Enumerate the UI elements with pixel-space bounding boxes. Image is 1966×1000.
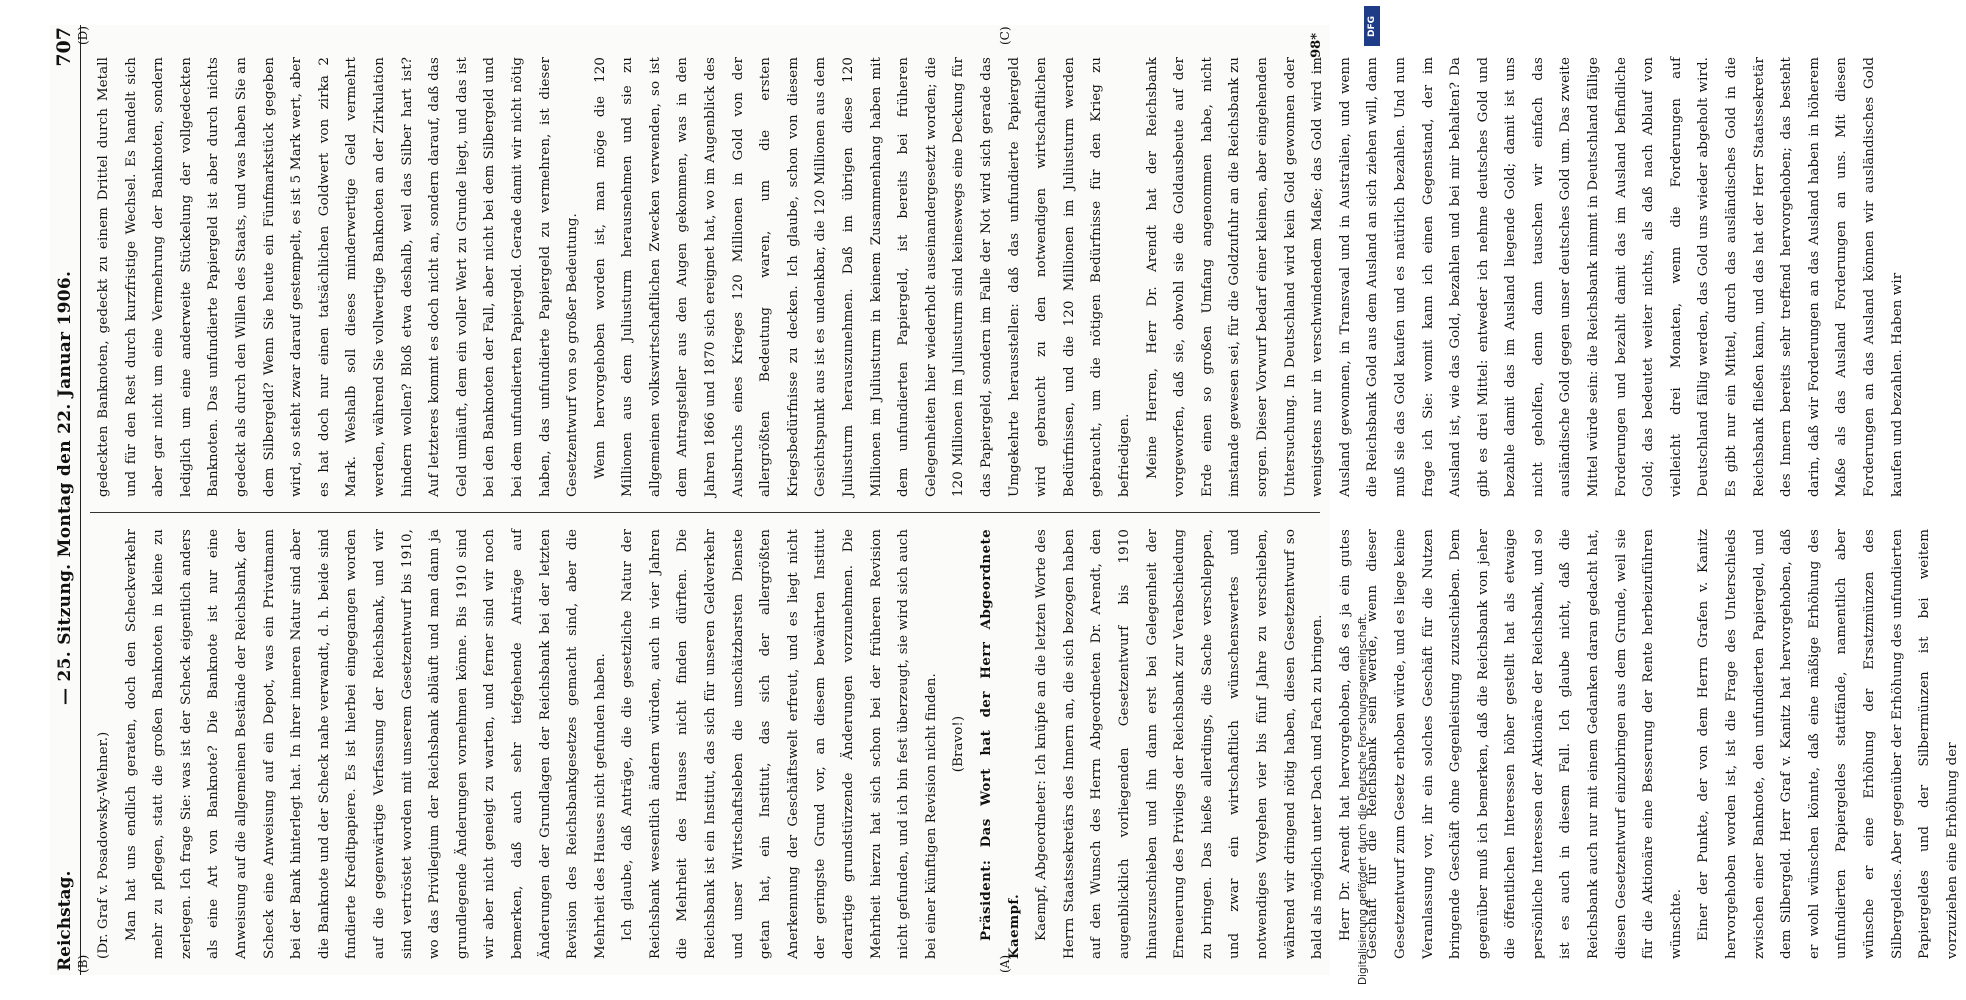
applause-note: (Bravo!) bbox=[951, 715, 967, 773]
dfg-logo: DFG bbox=[1364, 6, 1380, 46]
header-center: — 25. Sitzung. Montag den 22. Januar 1906. bbox=[55, 270, 75, 705]
paragraph: Wenn hervorgehoben worden ist, man möge die 120 Millionen aus dem Juliusturm herausnehmen und sie zu allgemeinen volkswirtschaftlichen Zwecken verwenden, so ist dem Antragsteller aus den Augen gekommen, was in den Jahren 1866 und 1870 sich ereignet hat, wo im Augenblick des Ausbruchs eines Krieges 120 Millionen in Gold von der allergrößten Bedeutung waren, um die ersten Kriegsbedürfnisse zu decken. Ich glaube, schon von diesem Gesichtspunkt aus ist es undenkbar, die 120 Millionen aus dem Juliusturm herauszunehmen. Daß im übrigen diese 120 Millionen im Juliusturm in keinem Zusammenhang haben mit dem unfundierten Papiergeld, ist bereits bei früheren Gelegenheiten hier wiederholt auseinandergesetzt worden; die 120 Millionen im Juliusturm sind keineswegs eine Deckung für das Papiergeld, sondern im Falle der Not wird sich gerade das Umgekehrte herausstellen: daß das unfundierte Papiergeld wird gebraucht zu den notwendigen wirtschaftlichen Bedürfnissen, und die 120 Millionen im Juliusturm werden gebraucht, um die nötigen Bedürfnisse für den Krieg zu befriedigen. bbox=[592, 57, 1132, 497]
paragraph: Einer der Punkte, der von dem Herrn Grafen v. Kanitz hervorgehoben worden ist, ist die Frage des Unterschieds zwischen einer Banknote, den unfundierten Papiergeld, und dem Silbergeld. Herr Graf v. Kanitz hat hervorgehoben, daß er wohl wünschen könnte, daß eine mäßige Erhöhung des unfundierten Papiergeldes stattfände, namentlich aber wünsche er eine Erhöhung der Ersatzmünzen des Silbergeldes. Aber gegenüber der Erhöhung des unfundierten Papiergeldes und der Silbermünzen ist bei weitem vorzuziehen eine Erhöhung der bbox=[1696, 529, 1960, 959]
funding-note: Digitalisierung gefördert durch die Deutsche Forschungsgemeinschaft. bbox=[1357, 613, 1369, 985]
margin-marker-b: (B) bbox=[76, 954, 90, 973]
column-divider bbox=[90, 512, 1320, 513]
paragraph: Herr Dr. Arendt hat hervorgehoben, daß es ja ein gutes Geschäft für die Reichsbank sein werde, wenn dieser Gesetzentwurf zum Gesetz erhoben würde, und es liege keine Veranlassung vor, ihr ein solches Geschäft für die Nutzen bringende Geschäft ohne Gegenleistung zuzuschieben. Dem gegenüber muß ich bemerken, daß die Reichsbank von jeher die öffentlichen Interessen höher gestellt hat als etwaige persönliche Interessen der Aktionäre der Reichsbank, und so ist es auch in diesem Fall. Ich glaube nicht, daß die Reichsbank auch nur mit einem Gedanken daran gedacht hat, diesen Gesetzentwurf einzubringen aus dem Grunde, weil sie für die Aktionäre eine Besserung der Rente herbeizuführen wünschte. bbox=[1337, 529, 1684, 959]
page-number: 707 bbox=[53, 27, 75, 67]
header-left: Reichstag. bbox=[55, 870, 75, 971]
paragraph: gedeckten Banknoten, gedeckt zu einem Drittel durch Metall und für den Rest durch kurzfristige Wechsel. Es handelt sich aber gar nicht um eine Vermehrung der Banknoten, sondern lediglich um eine anderweite Stückelung der vollgedeckten Banknoten. Das unfundierte Papiergeld ist aber durch nichts gedeckt als durch den Willen des Staats, und was haben Sie an dem Silbergeld? Wenn Sie heute ein Fünfmarkstück gegeben wird, so steht zwar darauf gestempelt, es ist 5 Mark wert, aber es hat doch nur einen tatsächlichen Goldwert von zirka 2 Mark. Weshalb soll dieses minderwertige Geld vermehrt werden, während Sie vollwertige Banknoten an der Zirkulation hindern wollen? Bloß etwa deshalb, weil das Silber hart ist? Auf letzteres kommt es doch nicht an, sondern darauf, daß das Geld umläuft, dem ein voller Wert zu Grunde liegt, und das ist bei den Banknoten der Fall, aber nicht bei dem Silbergeld und bei dem unfundierten Papiergeld. Gerade damit wir nicht nötig haben, das unfundierte Papiergeld zu vermehren, ist dieser Gesetzentwurf von so großer Bedeutung. bbox=[96, 57, 581, 497]
president-line: Präsident: Das Wort hat der Herr Abgeordnete Kaempf. bbox=[978, 529, 1022, 959]
paragraph: Ich glaube, daß Anträge, die die gesetzliche Natur der Reichsbank wesentlich ändern würden, auch in vier Jahren die Mehrheit des Hauses nicht finden dürften. Die Reichsbank ist ein Institut, das sich für unseren Geldverkehr und unser Wirtschaftsleben die unschätzbarsten Dienste getan hat, ein Institut, das sich der allergrößten Anerkennung der Geschäftswelt erfreut, und es liegt nicht der geringste Grund vor, an diesem bewährten Institut derartige grundstürzende Änderungen vorzunehmen. Die Mehrheit hierzu hat sich schon bei der früheren Revision nicht gefunden, und ich bin fest überzeugt, sie wird sich auch bei einer künftigen Revision nicht finden. bbox=[620, 529, 939, 959]
margin-marker-d: (D) bbox=[76, 26, 90, 45]
right-column bbox=[90, 57, 1905, 497]
signature-mark: 98* bbox=[1309, 33, 1324, 58]
paragraph: Man hat uns endlich geraten, doch den Scheckverkehr mehr zu pflegen, statt die großen Banknoten in kleine zu zerlegen. Ich frage Sie: was ist der Scheck eigentlich anders als eine Art von Banknote? Die Banknote ist nur eine Anweisung auf die allgemeinen Bestände der Reichsbank, der Scheck eine Anweisung auf ein Depot, was ein Privatmann bei der Bank hinterlegt hat. In ihrer inneren Natur sind aber die Banknote und der Scheck nahe verwandt, d. h. beide sind fundierte Kreditpapiere. Es ist hierbei eingegangen worden auf die gegenwärtige Verfassung der Reichsbank, und wir sind vertröstet worden mit unserem Gesetzentwurf bis 1910, wo das Privilegium der Reichsbank abläuft und man dann ja grundlegende Änderungen vornehmen könne. Bis 1910 sind wir aber nicht geneigt zu warten, und ferner sind wir noch bemerken, daß auch sehr tiefgehende Anträge auf Änderungen der Grundlagen der Reichsbank bei der letzten Revision des Reichsbankgesetzes gemacht sind, aber die Mehrheit des Hauses nicht gefunden haben. bbox=[123, 529, 608, 959]
paragraph: Meine Herren, Herr Dr. Arendt hat der Reichsbank vorgeworfen, daß sie, obwohl sie die Goldausbeute auf der Erde einen so großen Umfang angenommen habe, nicht imstande gewesen sei, für die Goldzufuhr an die Reichsbank zu sorgen. Dieser Vorwurf bedarf einer kleinen, aber eingehenden Untersuchung. In Deutschland wird kein Gold gewonnen oder wenigstens nur in verschwindendem Maße; das Gold wird im Ausland gewonnen, in Transvaal und in Australien, und wenn die Reichsbank Gold aus dem Ausland an sich ziehen will, dann muß sie das Gold kaufen und es natürlich bezahlen. Und nun frage ich Sie: womit kann ich einen Gegenstand, der im Ausland ist, wie das Gold, bezahlen und bei mir behalten? Da gibt es drei Mittel: entweder ich nehme deutsches Gold und bezahle damit das im Ausland liegende Gold; damit ist uns nicht geholfen, denn dann tauschen wir einfach das ausländische Gold gegen unser deutsches Gold um. Das zweite Mittel würde sein: die Reichsbank nimmt in Deutschland fällige Forderungen und bezahlt damit das im Ausland befindliche Gold; das bedeutet weiter nichts, als daß nach Ablauf von vielleicht drei Monaten, wenn die Forderungen auf Deutschland fällig werden, das Gold uns wieder abgeholt wird. Es gibt nur ein Mittel, durch das ausländisches Gold in die Reichsbank fließen kann, und das hat der Herr Staatssekretär des Innern bereits sehr treffend hervorgehoben; das besteht darin, daß wir Forderungen an das Ausland haben in höherem Maße als das Ausland Forderungen an uns. Mit diesen Forderungen an das Ausland können wir ausländisches Gold kaufen und bezahlen. Haben wir bbox=[1144, 57, 1905, 497]
margin-marker-c: (C) bbox=[998, 26, 1012, 45]
speaker-label: (Dr. Graf v. Posadowsky-Wehner.) bbox=[96, 731, 111, 959]
margin-marker-a: (A) bbox=[998, 954, 1012, 973]
paragraph: Kaempf, Abgeordneter: Ich knüpfe an die letzten Worte des Herrn Staatssekretärs des Innern an, die sich bezogen haben auf den Wunsch des Herrn Abgeordneten Dr. Arendt, den augenblicklich vorliegenden Gesetzentwurf bis 1910 hinauszuschieben und ihn dann erst bei Gelegenheit der Erneuerung des Privilegs der Reichsbank zur Verabschiedung zu bringen. Das hieße allerdings, die Sache verschleppen, und zwar ein wirtschaftlich wünschenswertes und notwendiges Vorgehen vier bis fünf Jahre zu verschieben, während wir dringend nötig haben, diesen Gesetzentwurf so bald als möglich unter Dach und Fach zu bringen. bbox=[1034, 529, 1326, 959]
page-header bbox=[50, 25, 81, 975]
